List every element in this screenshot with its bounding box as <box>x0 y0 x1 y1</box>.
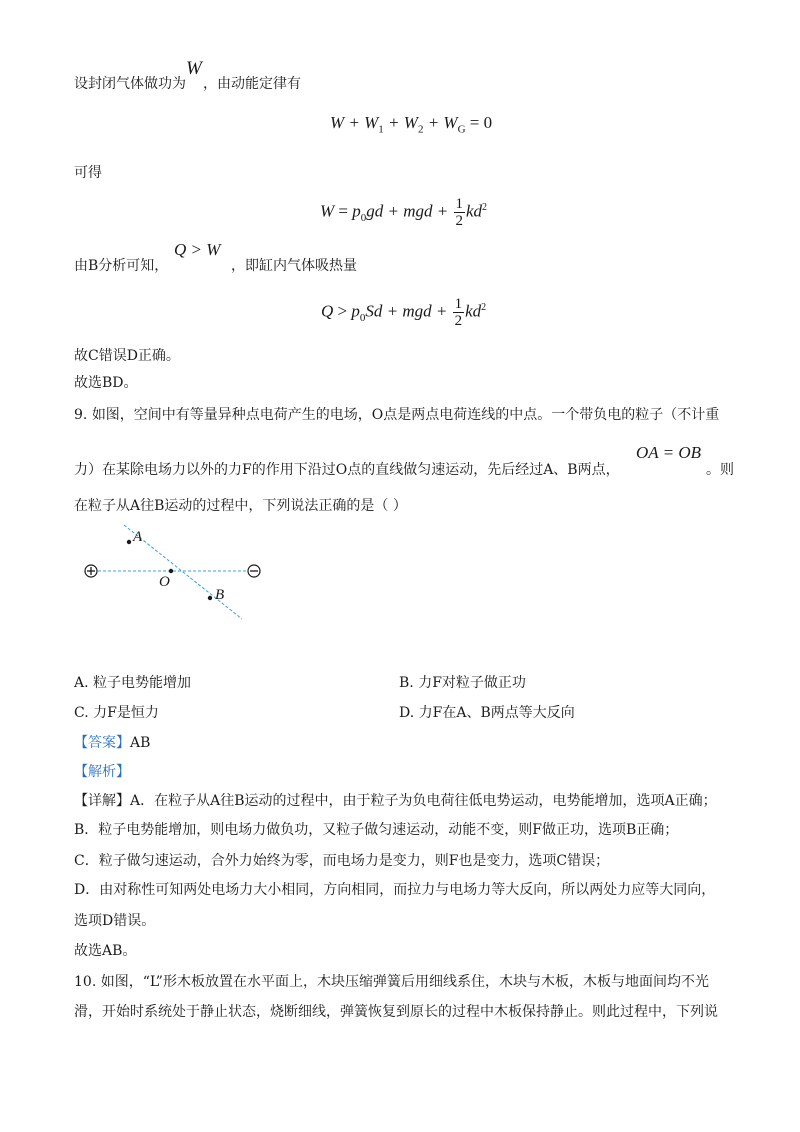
label-O: O <box>159 574 170 590</box>
label-B: B <box>215 587 225 603</box>
option-C[interactable]: C. 力F是恒力 <box>74 705 159 721</box>
analysis-tag: 【解析】 <box>74 764 130 780</box>
answer-line <box>74 733 150 753</box>
option-D[interactable]: D. 力F在A、B两点等大反向 <box>399 705 575 721</box>
detail-line: D．由对称性可知两处电场力大小相同，方向相同，而拉力与电场力等大反向，所以两处力应等大同向， <box>74 882 716 898</box>
choose-line: 故选AB。 <box>74 943 137 959</box>
point-B <box>208 596 212 600</box>
option-A[interactable]: A. 粒子电势能增加 <box>74 675 192 691</box>
point-O <box>169 569 173 573</box>
text-line <box>74 74 186 94</box>
question-text: 如图，空间中有等量异种点电荷产生的电场，O点是两点电荷连线的中点。一个带负电的粒子（不计重 <box>91 407 720 423</box>
detail-text: A．在粒子从A往B运动的过程中，由于粒子为负电荷往低电势运动，电势能增加，选项A正确； <box>130 793 717 809</box>
label-A: A <box>133 529 143 545</box>
math-OAOB: OA = OB <box>636 443 701 462</box>
charge-field-figure <box>70 518 280 628</box>
text-line: 可得 <box>74 165 102 181</box>
equation-work: $W = p_0gd$ + mgd + $\frac{1}{2}$ $kd^2$ <box>320 196 488 229</box>
equation-heat: $Q > p_0Sd$ + mgd + $\frac{1}{2}$ $kd^2$ <box>321 296 487 329</box>
question-9-line1 <box>74 405 719 425</box>
question-10-line1: 10. 如图，“L”形木板放置在水平面上，木块压缩弹簧后用细线系住，木块与木板，木板与地面间均不光 <box>74 974 709 990</box>
question-9-line2: 力）在某除电场力以外的力F的作用下沿过O点的直线做匀速运动，先后经过A、B两点， <box>74 462 620 478</box>
text-segment: 。则 <box>706 462 734 478</box>
detail-line: 选项D错误。 <box>74 913 156 929</box>
conclusion-line: 故选BD。 <box>74 375 138 391</box>
text-segment: 设封闭气体做功为 <box>74 76 186 92</box>
text-segment: ，由动能定律有 <box>203 76 301 92</box>
question-10-line2: 滑，开始时系统处于静止状态，烧断细线，弹簧恢复到原长的过程中木板保持静止。则此过程中，下列说 <box>74 1004 718 1020</box>
question-number: 9. <box>74 407 88 423</box>
answer-value: AB <box>130 735 151 751</box>
text-segment: ，即缸内气体吸热量 <box>231 258 357 274</box>
detail-line: B．粒子电势能增加，则电场力做负功，又粒子做匀速运动，动能不变，则F做正功，选项B正确； <box>74 822 679 838</box>
answer-tag: 【答案】 <box>74 735 130 751</box>
point-A <box>127 540 131 544</box>
conclusion-line: 故C错误D正确。 <box>74 348 180 364</box>
detail-line: C．粒子做匀速运动，合外力始终为零，而电场力是变力，则F也是变力，选项C错误； <box>74 853 610 869</box>
equation-energy: $W + W_1 + W_2 + W_G = 0$ <box>330 113 493 136</box>
question-9-line3: 在粒子从A往B运动的过程中，下列说法正确的是（ ） <box>74 498 407 514</box>
detail-line <box>74 791 717 811</box>
option-B[interactable]: B. 力F对粒子做正功 <box>399 675 526 691</box>
detail-tag: 【详解】 <box>74 793 130 809</box>
text-segment: 由B分析可知， <box>74 258 169 274</box>
math-W: W <box>186 58 202 79</box>
math-QgtW: Q > W <box>174 240 221 259</box>
